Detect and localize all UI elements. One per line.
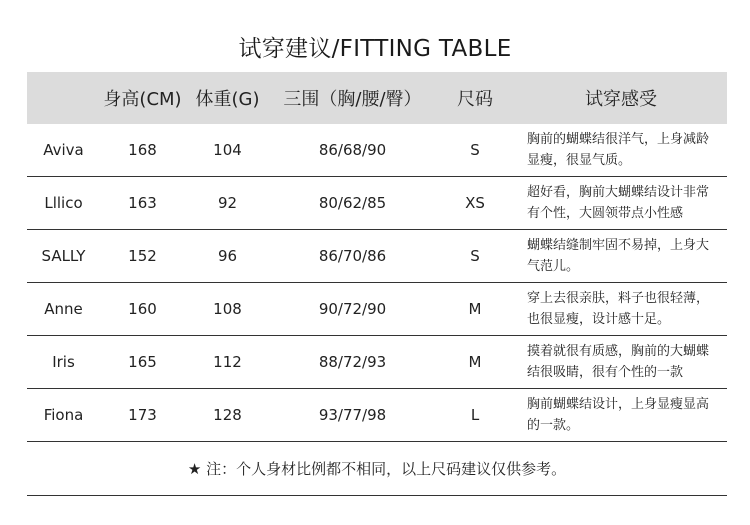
- table-row: [27, 336, 727, 389]
- cell-size: M: [435, 336, 515, 389]
- cell-size: S: [435, 124, 515, 177]
- cell-name: Fiona: [27, 389, 100, 442]
- cell-measurements: 90/72/90: [270, 283, 435, 336]
- page-title: 试穿建议/FITTING TABLE: [238, 36, 512, 62]
- cell-height: 152: [100, 230, 185, 283]
- table-row: [27, 230, 727, 283]
- footnote: ★ 注：个人身材比例都不相同，以上尺码建议仅供参考。: [27, 443, 727, 496]
- fitting-table: [27, 72, 727, 442]
- header-name: [27, 72, 100, 124]
- cell-measurements: 86/68/90: [270, 124, 435, 177]
- cell-weight: 108: [185, 283, 270, 336]
- cell-height: 165: [100, 336, 185, 389]
- cell-feeling: 胸前蝴蝶结设计，上身显瘦显高的一款。: [515, 389, 727, 442]
- table-row: [27, 389, 727, 442]
- cell-feeling: 胸前的蝴蝶结很洋气，上身减龄显瘦，很显气质。: [515, 124, 727, 177]
- cell-weight: 104: [185, 124, 270, 177]
- cell-height: 168: [100, 124, 185, 177]
- cell-feeling: 蝴蝶结缝制牢固不易掉，上身大气范儿。: [515, 230, 727, 283]
- cell-size: M: [435, 283, 515, 336]
- cell-measurements: 86/70/86: [270, 230, 435, 283]
- cell-feeling: 摸着就很有质感，胸前的大蝴蝶结很吸睛，很有个性的一款: [515, 336, 727, 389]
- cell-name: Aviva: [27, 124, 100, 177]
- header-size: 尺码: [435, 72, 515, 124]
- header-weight: 体重(G): [185, 72, 270, 124]
- cell-name: Iris: [27, 336, 100, 389]
- header-feeling: 试穿感受: [515, 72, 727, 124]
- cell-weight: 92: [185, 177, 270, 230]
- cell-weight: 128: [185, 389, 270, 442]
- table-header-row: [27, 72, 727, 124]
- cell-measurements: 93/77/98: [270, 389, 435, 442]
- cell-name: Anne: [27, 283, 100, 336]
- cell-weight: 96: [185, 230, 270, 283]
- table-row: [27, 124, 727, 177]
- cell-height: 160: [100, 283, 185, 336]
- header-height: 身高(CM): [100, 72, 185, 124]
- header-measurements: 三围（胸/腰/臀）: [270, 72, 435, 124]
- cell-height: 173: [100, 389, 185, 442]
- cell-measurements: 80/62/85: [270, 177, 435, 230]
- cell-feeling: 穿上去很亲肤，料子也很轻薄，也很显瘦，设计感十足。: [515, 283, 727, 336]
- table-row: [27, 283, 727, 336]
- table-row: [27, 177, 727, 230]
- cell-feeling: 超好看，胸前大蝴蝶结设计非常有个性，大圆领带点小性感: [515, 177, 727, 230]
- cell-height: 163: [100, 177, 185, 230]
- cell-name: Lllico: [27, 177, 100, 230]
- cell-size: S: [435, 230, 515, 283]
- cell-size: XS: [435, 177, 515, 230]
- cell-weight: 112: [185, 336, 270, 389]
- cell-measurements: 88/72/93: [270, 336, 435, 389]
- cell-name: SALLY: [27, 230, 100, 283]
- cell-size: L: [435, 389, 515, 442]
